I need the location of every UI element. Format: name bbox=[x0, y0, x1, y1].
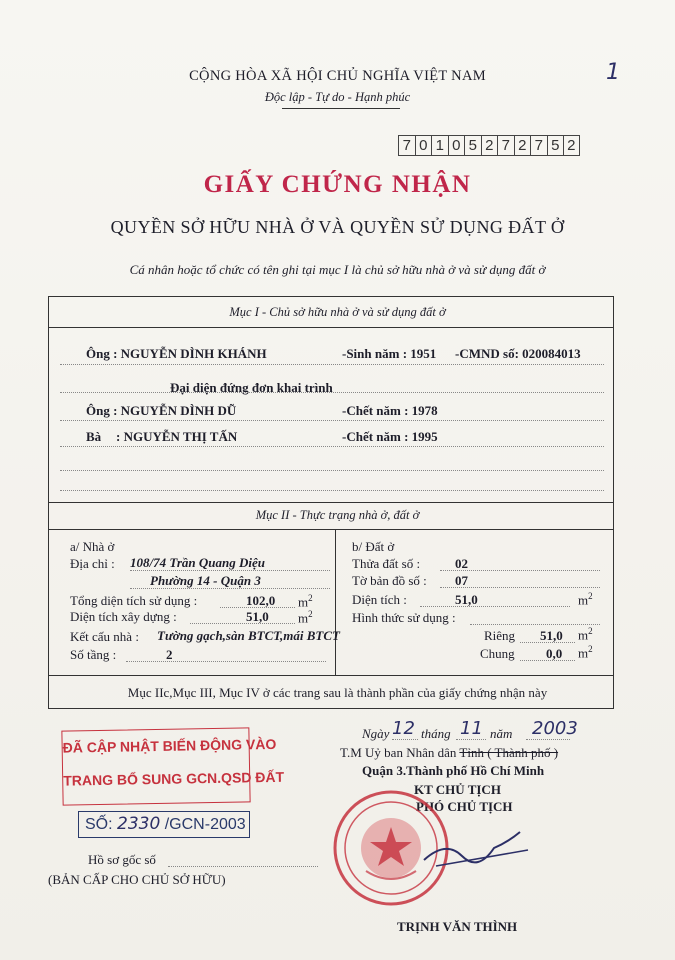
land-heading: b/ Đất ở bbox=[352, 539, 395, 554]
serial-digit: 2 bbox=[481, 135, 498, 156]
serial-digit: 0 bbox=[415, 135, 432, 156]
update-stamp-line2: TRANG BỔ SUNG GCN.QSD ĐẤT bbox=[63, 768, 285, 789]
structure-label: Kết cấu nhà : bbox=[70, 629, 139, 644]
built-area-label: Diện tích xây dựng : bbox=[70, 609, 177, 624]
motto-underline bbox=[282, 108, 400, 109]
built-area-value: 51,0 bbox=[246, 609, 269, 624]
serial-digit: 7 bbox=[530, 135, 547, 156]
serial-digit: 1 bbox=[431, 135, 448, 156]
section1-title: Mục I - Chủ sở hữu nhà ở và sử dụng đất ở bbox=[229, 305, 446, 319]
certificate-description: Cá nhân hoặc tổ chức có tên ghi tại mục I là chủ sở hữu nhà ở và sử dụng đất ở bbox=[129, 262, 546, 277]
owner3-death: -Chết năm : 1995 bbox=[342, 429, 438, 444]
structure-value: Tường gạch,sàn BTCT,mái BTCT bbox=[157, 628, 340, 643]
footer-note: Mục IIc,Mục III, Mục IV ở các trang sau là thành phần của giấy chứng nhận này bbox=[127, 685, 548, 700]
motto: Độc lập - Tự do - Hạnh phúc bbox=[264, 90, 411, 104]
serial-digit: 0 bbox=[448, 135, 465, 156]
section2-title-divider bbox=[48, 529, 614, 530]
owner2-death: -Chết năm : 1978 bbox=[342, 403, 438, 418]
certificate-subtitle: QUYỀN SỞ HỮU NHÀ Ở VÀ QUYỀN SỬ DỤNG ĐẤT Ở bbox=[110, 217, 565, 237]
shared-label: Chung bbox=[480, 646, 515, 661]
house-heading: a/ Nhà ở bbox=[70, 539, 115, 554]
total-area-value: 102,0 bbox=[246, 593, 276, 608]
page-number: 1 bbox=[606, 60, 620, 85]
parcel-label: Thửa đất số : bbox=[352, 556, 421, 571]
land-area-unit: $m^2$ bbox=[578, 591, 593, 608]
authority-line1: T.M Uỷ ban Nhân dân Tỉnh ( Thành phố ) bbox=[340, 745, 559, 760]
built-area-unit: $m^2$ bbox=[298, 609, 313, 626]
update-stamp bbox=[61, 727, 285, 805]
owner2-name: Ông : NGUYỄN DÌNH DŨ bbox=[86, 403, 237, 418]
date-day: 12 bbox=[392, 718, 415, 739]
registry-number: 2330 bbox=[117, 814, 161, 834]
owner1-id: -CMND số: 020084013 bbox=[455, 346, 581, 361]
column-divider bbox=[335, 529, 336, 675]
owner3-prefix: Bà bbox=[86, 429, 102, 444]
authority-line2: Quận 3.Thành phố Hồ Chí Minh bbox=[362, 763, 545, 778]
registry-prefix: SỐ: bbox=[85, 816, 113, 833]
section2-title: Mục II - Thực trạng nhà ở, đất ở bbox=[255, 508, 420, 522]
date-month: 11 bbox=[460, 718, 483, 739]
shared-unit: $m^2$ bbox=[578, 644, 593, 661]
representative-note: Đại diện đứng đơn khai trình bbox=[170, 380, 333, 395]
floors-label: Số tầng : bbox=[70, 647, 117, 662]
serial-number bbox=[398, 135, 580, 156]
usage-label: Hình thức sử dụng : bbox=[352, 610, 456, 625]
private-value: 51,0 bbox=[540, 628, 563, 643]
map-label: Tờ bản đồ số : bbox=[352, 573, 427, 588]
land-area-label: Diện tích : bbox=[352, 592, 407, 607]
position-kt: KT CHỦ TỊCH bbox=[414, 782, 501, 797]
section1-divider bbox=[48, 327, 614, 328]
signer-name: TRỊNH VĂN THÌNH bbox=[397, 919, 518, 934]
owner1-name: Ông : NGUYỄN DÌNH KHÁNH bbox=[86, 346, 267, 361]
private-label: Riêng bbox=[484, 628, 516, 643]
date-month-label: tháng bbox=[421, 726, 451, 741]
total-area-label: Tổng diện tích sử dụng : bbox=[70, 593, 198, 608]
serial-digit: 2 bbox=[514, 135, 531, 156]
serial-digit: 7 bbox=[398, 135, 415, 156]
serial-digit: 5 bbox=[464, 135, 481, 156]
original-file-label: Hồ sơ gốc số bbox=[88, 852, 156, 867]
private-unit: $m^2$ bbox=[578, 626, 593, 643]
owner3-name: : NGUYỄN THỊ TẤN bbox=[116, 429, 238, 444]
copy-note: (BẢN CẤP CHO CHỦ SỞ HỮU) bbox=[48, 872, 226, 887]
certificate-title: GIẤY CHỨNG NHẬN bbox=[203, 171, 472, 198]
registry-number-box bbox=[78, 811, 250, 838]
serial-digit: 5 bbox=[547, 135, 564, 156]
nation-header: CỘNG HÒA XÃ HỘI CHỦ NGHĨA VIỆT NAM bbox=[189, 68, 486, 84]
signature-mark-icon bbox=[416, 820, 536, 880]
serial-digit: 2 bbox=[563, 135, 580, 156]
address-label: Địa chỉ : bbox=[70, 556, 115, 571]
land-area-value: 51,0 bbox=[455, 592, 478, 607]
address-line2: Phường 14 - Quận 3 bbox=[150, 573, 261, 588]
position-vice: PHÓ CHỦ TỊCH bbox=[416, 799, 513, 814]
address-value: 108/74 Trần Quang Diệu bbox=[130, 555, 265, 570]
floors-value: 2 bbox=[166, 647, 173, 662]
serial-digit: 7 bbox=[497, 135, 514, 156]
date-year: 2003 bbox=[532, 718, 578, 739]
date-year-label: năm bbox=[490, 726, 513, 741]
parcel-value: 02 bbox=[455, 556, 468, 571]
section2-top-divider bbox=[48, 502, 614, 503]
footer-divider bbox=[48, 675, 614, 676]
date-prefix: Ngày bbox=[362, 726, 390, 741]
registry-suffix: /GCN-2003 bbox=[164, 816, 246, 833]
total-area-unit: $m^2$ bbox=[298, 593, 313, 610]
map-value: 07 bbox=[455, 573, 468, 588]
shared-value: 0,0 bbox=[546, 646, 563, 661]
owner1-birth: -Sinh năm : 1951 bbox=[342, 346, 437, 361]
update-stamp-line1: ĐÃ CẬP NHẬT BIẾN ĐỘNG VÀO bbox=[62, 735, 277, 756]
